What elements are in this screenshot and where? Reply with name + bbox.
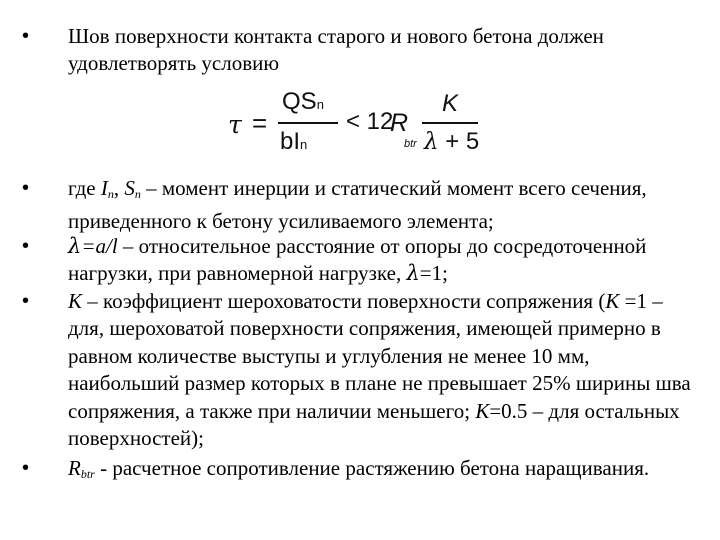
formula-denominator-1: bIn [280, 128, 308, 155]
bullet-text: где $I_n$, $S_n$ – момент инерции и статический момент всего сечения, приведенного к бетону усиливаемого элемента; [68, 176, 647, 234]
fraction-bar-1 [278, 122, 338, 124]
formula-numerator-2: K [442, 90, 459, 117]
bullet-dot: • [22, 290, 30, 312]
bullet-dot: • [22, 235, 30, 257]
formula [228, 88, 488, 158]
bullet-dot: • [22, 457, 30, 479]
bullet-text: K – коэффициент шероховатости поверхности сопряжения (K =1 – для, шероховатой поверхности сопряжения, имеющей примерно в равном количестве выступы и углубления не менее 10 мм, наибольший размер которых в плане не превышает 25% ширины шва сопряжения, а также при наличии меньшего; K=0.5 – для остальных поверхностей); [68, 289, 691, 451]
fraction-bar-2 [422, 122, 478, 124]
bullet-text: λ=a/l – относительное расстояние от опоры до сосредоточенной нагрузки, при равномерной нагрузке, λ=1; [68, 234, 647, 286]
formula-denominator-2: λ + 5 [424, 128, 480, 155]
formula-tau: τ [228, 110, 242, 139]
formula-R-subscript: btr [404, 138, 417, 150]
formula-R: R [390, 109, 409, 137]
formula-numerator-1: QSn [282, 88, 324, 115]
formula-equals: = [252, 108, 268, 138]
bullet-text: $R_{btr}$ - расчетное сопротивление растяжению бетона наращивания. [68, 456, 650, 481]
bullet-text: Шов поверхности контакта старого и нового бетона должен удовлетворять условию [68, 24, 604, 76]
bullet-dot: • [22, 177, 30, 199]
bullet-dot: • [22, 25, 30, 47]
formula-less-than: < 12 [346, 108, 394, 135]
